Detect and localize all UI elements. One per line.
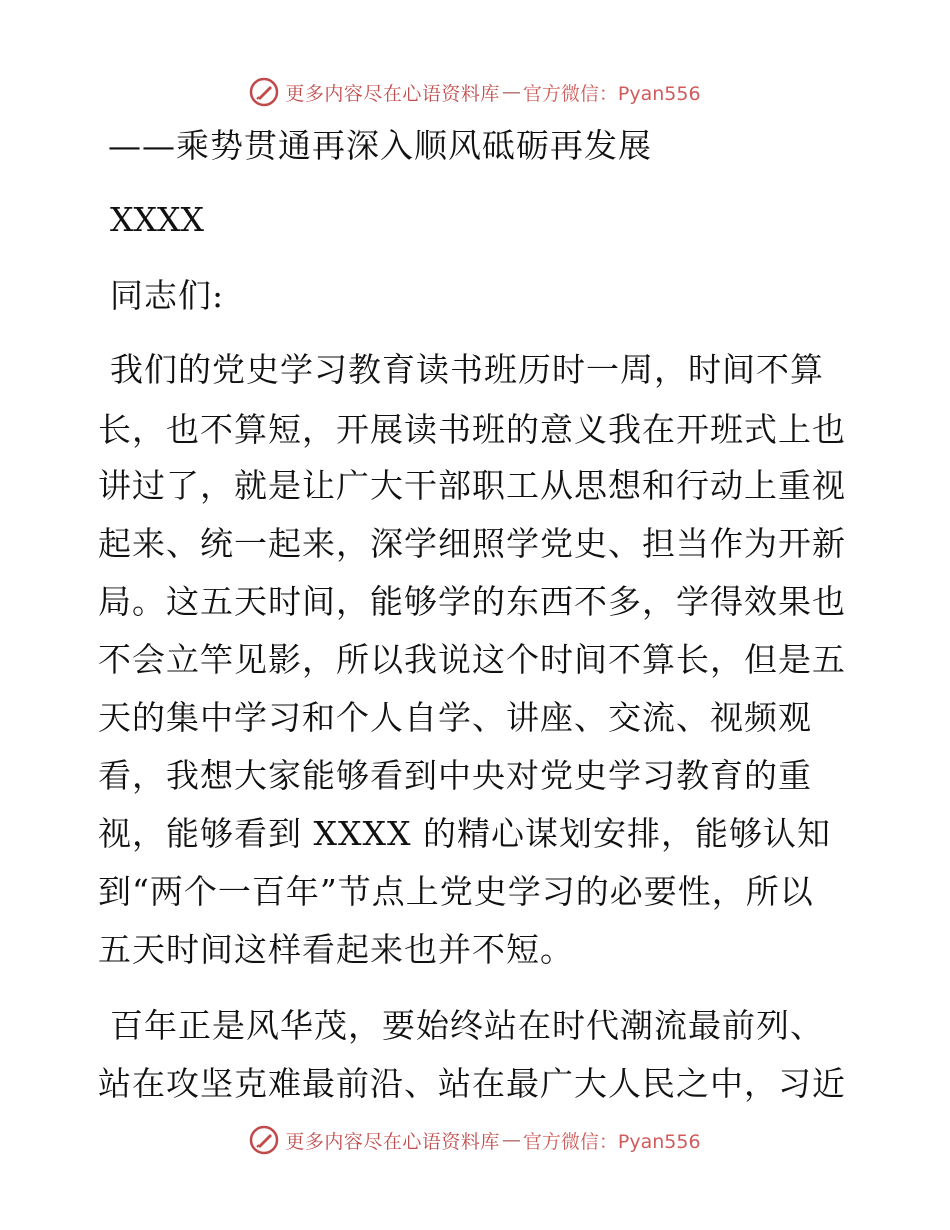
paragraph-line: 视，能够看到 XXXX 的精心谋划安排，能够认知: [98, 814, 831, 853]
paragraph-line: 五天时间这样看起来也并不短。: [98, 930, 574, 969]
header-watermark: [0, 72, 950, 112]
paragraph-line: 到“两个一百年”节点上党史学习的必要性，所以: [98, 872, 814, 911]
salutation: 同志们:: [110, 276, 225, 315]
paragraph-line: 不会立竿见影，所以我说这个时间不算长，但是五: [98, 640, 846, 679]
watermark-contact: 官方微信：Pyan556: [522, 1130, 701, 1153]
document-subtitle: ——乘势贯通再深入顺风砥砺再发展: [108, 126, 652, 165]
paragraph-line: 起来、统一起来，深学细照学党史、担当作为开新: [98, 524, 846, 563]
paragraph-line: 天的集中学习和个人自学、讲座、交流、视频观: [98, 698, 812, 737]
footer-watermark: [0, 1120, 950, 1160]
paragraph-line: 讲过了，就是让广大干部职工从思想和行动上重视: [98, 466, 846, 505]
quill-pen-logo-icon: [249, 77, 279, 107]
document-author: XXXX: [110, 200, 204, 239]
watermark-contact: 官方微信：Pyan556: [522, 82, 701, 105]
paragraph-line: 长，也不算短，开展读书班的意义我在开班式上也: [98, 410, 846, 449]
paragraph-line: 站在攻坚克难最前沿、站在最广大人民之中，习近: [98, 1064, 846, 1103]
watermark-text: 更多内容尽在心语资料库: [285, 1130, 500, 1153]
paragraph-line: 局。这五天时间，能够学的东西不多，学得效果也: [98, 582, 846, 621]
watermark-text: 更多内容尽在心语资料库: [285, 82, 500, 105]
paragraph-line: 百年正是风华茂，要始终站在时代潮流最前列、: [110, 1006, 824, 1045]
paragraph-line: 看，我想大家能够看到中央对党史学习教育的重: [98, 756, 812, 795]
watermark-dash: —: [501, 1129, 521, 1151]
paragraph-line: 我们的党史学习教育读书班历时一周，时间不算: [110, 350, 824, 389]
watermark-dash: —: [501, 81, 521, 103]
quill-pen-logo-icon: [249, 1125, 279, 1155]
